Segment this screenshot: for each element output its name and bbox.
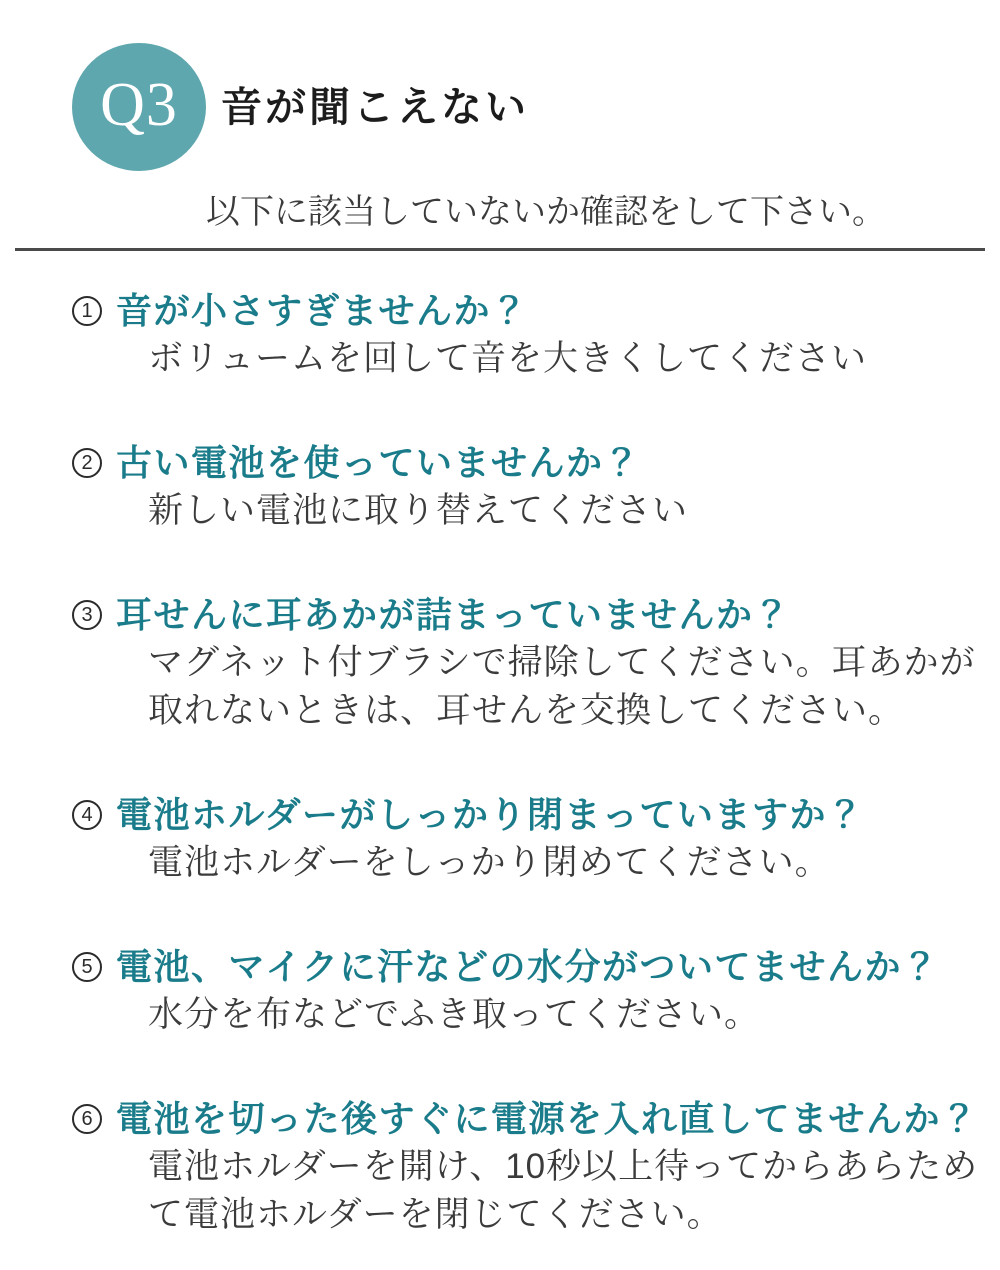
item-number: 3 [81,604,93,626]
item-number-circle-icon [72,448,102,478]
item-answer: 新しい電池に取り替えてください [148,491,689,530]
item-answer: ボリュームを回して音を大きくしてください [148,339,867,378]
item-number-circle-icon [72,296,102,326]
item-number: 2 [81,452,93,474]
faq-item [72,287,984,383]
item-answer: マグネット付ブラシで掃除してください。耳あかが取れないときは、耳せんを交換してください。 [148,643,976,730]
faq-item [72,791,984,887]
item-number: 4 [81,804,93,826]
divider [15,248,985,251]
faq-item-heading [72,287,984,335]
faq-item-heading [72,943,984,991]
item-question: 電池、マイクに汗などの水分がついてませんか？ [116,946,940,987]
item-number: 5 [81,956,93,978]
faq-item [72,943,984,1039]
item-number: 6 [81,1108,93,1130]
item-number-circle-icon [72,600,102,630]
question-number-label: Q3 [100,70,178,139]
item-answer: 電池ホルダーを開け、10秒以上待ってからあらためて電池ホルダーを閉じてください。 [148,1147,979,1234]
faq-list [72,287,984,1270]
faq-item-heading [72,1095,984,1143]
faq-item-heading [72,439,984,487]
item-question: 古い電池を使っていませんか？ [116,442,642,483]
faq-item [72,591,984,735]
item-number-circle-icon [72,1104,102,1134]
item-answer: 電池ホルダーをしっかり閉めてください。 [148,843,831,882]
item-question: 音が小さすぎませんか？ [116,290,529,331]
item-number-circle-icon [72,952,102,982]
faq-item-heading [72,591,984,639]
item-question: 電池ホルダーがしっかり閉まっていますか？ [116,794,865,835]
item-question: 耳せんに耳あかが詰まっていませんか？ [116,594,792,635]
faq-item [72,1095,984,1239]
item-question: 電池を切った後すぐに電源を入れ直してませんか？ [116,1098,979,1139]
item-number: 1 [81,300,93,322]
page-title: 音が聞こえない [221,84,529,130]
page-subtitle: 以下に該当していないか確認をして下さい。 [206,193,886,231]
question-number-badge [72,43,206,171]
item-answer: 水分を布などでふき取ってください。 [148,995,761,1034]
faq-item [72,439,984,535]
faq-item-heading [72,791,984,839]
item-number-circle-icon [72,800,102,830]
